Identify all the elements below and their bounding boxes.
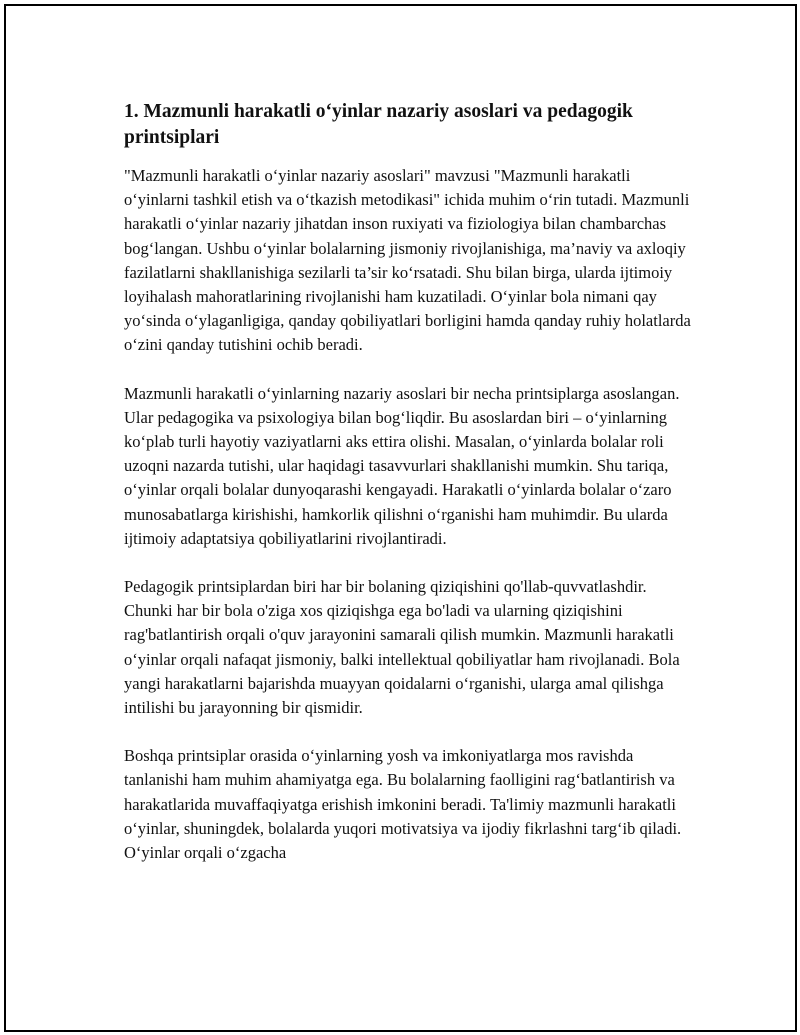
page-title: 1. Mazmunli harakatli o‘yinlar nazariy asoslari va pedagogik printsiplari [124,101,633,148]
paragraph-1: "Mazmunli harakatli o‘yinlar nazariy asoslari" mavzusi "Mazmunli harakatli o‘yinlarni tashkil etish va o‘tkazish metodikasi" ichida muhim o‘rin tutadi. Mazmunli harakatli o‘yinlar nazariy jihatdan inson ruxiyati va fiziologiya bilan chambarchas bog‘langan. Ushbu o‘yinlar bolalarning jismoniy rivojlanishiga, ma’naviy va axloqiy fazilatlarni shakllanishiga sezilarli ta’sir ko‘rsatadi. Shu bilan birga, ularda ijtimoiy loyihalash mahoratlarining rivojlanishi ham kuzatiladi. O‘yinlar bola nimani qay yo‘sinda o‘ylaganligiga, qanday qobiliyatlari borligini hamda qanday ruhiy holatlarda o‘zini qanday tutishini ochib beradi. [124,166,691,355]
document-body [124,99,694,889]
paragraph-4: Boshqa printsiplar orasida o‘yinlarning yosh va imkoniyatlarga mos ravishda tanlanishi ham muhim ahamiyatga ega. Bu bolalarning faolligini rag‘batlantirish va harakatlarida muvaffaqiyatga erishish imkonini beradi. Ta'limiy mazmunli harakatli o‘yinlar, shuningdek, bolalarda yuqori motivatsiya va ijodiy fikrlashni targ‘ib qiladi. O‘yinlar orqali o‘zgacha [124,746,682,863]
page-frame [4,4,797,1032]
paragraph-2: Mazmunli harakatli o‘yinlarning nazariy asoslari bir necha printsiplarga asoslangan. Ular pedagogika va psixologiya bilan bog‘liqdir. Bu asoslardan biri – o‘yinlarning ko‘plab turli hayotiy vaziyatlarni aks ettira olishi. Masalan, o‘yinlarda bolalar roli uzoqni nazarda tutishi, ular haqidagi tasavvurlari shakllanishi mumkin. Shu tariqa, o‘yinlar orqali bolalar dunyoqarashi kengayadi. Harakatli o‘yinlarda bolalar o‘zaro munosabatlarga kirishishi, hamkorlik qilishni o‘rganishi ham muhimdir. Bu ularda ijtimoiy adaptatsiya qobiliyatlarini rivojlantiradi. [124,383,680,548]
paragraph-3: Pedagogik printsiplardan biri har bir bolaning qiziqishini qo'llab-quvvatlashdir. Chunki har bir bola o'ziga xos qiziqishga ega bo'ladi va ularning qiziqishini rag'batlantirish orqali o'quv jarayonini samarali qilish mumkin. Mazmunli harakatli o‘yinlar orqali nafaqat jismoniy, balki intellektual qobiliyatlar ham rivojlanadi. Bola yangi harakatlarni bajarishda muayyan qoidalarni o‘rganishi, ularga amal qilishga intilishi bu jarayonning bir qismidir. [124,577,680,718]
